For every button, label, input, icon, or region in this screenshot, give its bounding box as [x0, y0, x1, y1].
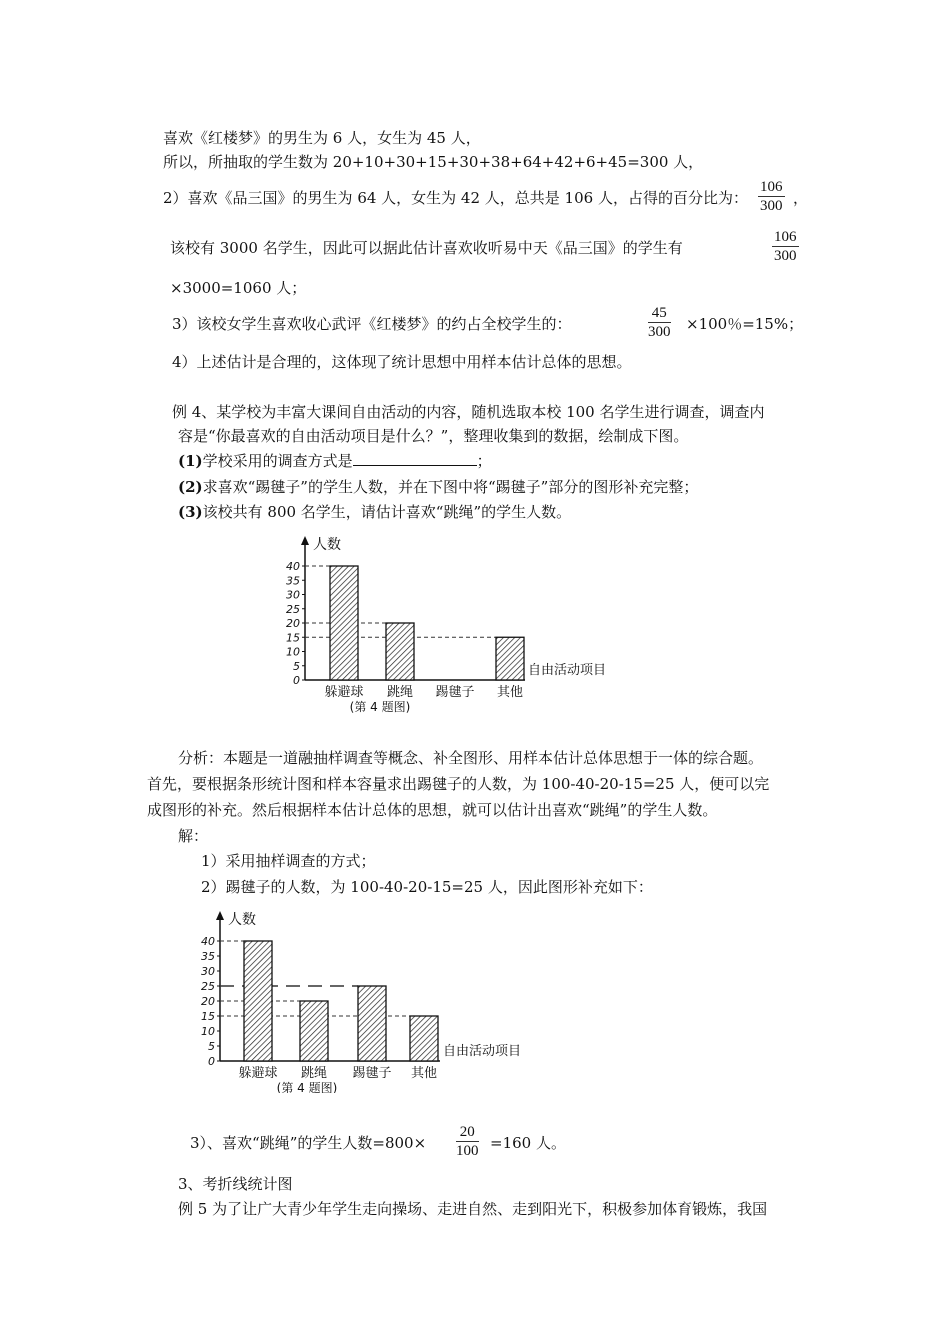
text-line: 首先，要根据条形统计图和样本容量求出踢毽子的人数，为 100-40-20-15=25 人，便可以完 [147, 775, 770, 793]
question-number: (2) [178, 478, 203, 496]
y-tick-label: 35 [201, 950, 215, 963]
text-line: 容是“你最喜欢的自由活动项目是什么？”，整理收集到的数据，绘制成下图。 [178, 427, 689, 445]
fraction [456, 1123, 479, 1160]
category-label: 踢毽子 [435, 685, 475, 700]
y-axis-label: 人数 [313, 537, 341, 553]
y-tick-label: 10 [201, 1025, 215, 1038]
text-line: ×3000=1060 人； [170, 279, 307, 297]
y-tick-label: 20 [286, 617, 300, 630]
y-tick-label: 15 [201, 1010, 215, 1023]
numerator: 45 [648, 304, 671, 323]
y-tick-label: 0 [208, 1055, 215, 1068]
numerator: 106 [774, 229, 797, 245]
text-line: 喜欢《红楼梦》的男生为 6 人，女生为 45 人， [163, 129, 481, 147]
text-line: 解： [178, 827, 209, 845]
fraction [648, 304, 671, 341]
y-tick-label: 15 [286, 631, 300, 645]
question-text: 求喜欢“踢毽子”的学生人数，并在下图中将“踢毽子”部分的图形补充完整； [202, 478, 699, 496]
bar-其他 [410, 1016, 438, 1061]
y-tick-label: 30 [201, 965, 215, 978]
y-tick-label: 0 [293, 674, 300, 687]
y-axis-arrow [301, 536, 309, 545]
text-line: 2）踢毽子的人数，为 100-40-20-15=25 人，因此图形补充如下： [201, 878, 653, 896]
question-1 [178, 451, 492, 471]
y-axis-label: 人数 [228, 912, 256, 928]
figure-caption: (第 4 题图) [276, 1081, 338, 1093]
y-tick-label: 25 [201, 980, 215, 993]
y-tick-label: 40 [286, 560, 300, 573]
category-label: 跳绳 [386, 685, 414, 700]
text-line: 3、考折线统计图 [178, 1175, 293, 1193]
text-line: 分析：本题是一道融抽样调查等概念、补全图形、用样本估计总体思想于一体的综合题。 [178, 749, 764, 767]
category-label: 踢毽子 [352, 1066, 392, 1081]
y-tick-label: 20 [201, 995, 215, 1008]
question-3 [178, 502, 571, 522]
bar-跳绳 [386, 623, 414, 680]
denominator: 300 [648, 324, 671, 340]
text-line: 2）喜欢《品三国》的男生为 64 人，女生为 42 人，总共是 106 人，占得的百分比为： [163, 189, 748, 207]
answer-blank [353, 451, 477, 466]
text-line: 3）、喜欢“跳绳”的学生人数=800× [190, 1134, 427, 1152]
y-tick-label: 10 [286, 645, 300, 659]
y-tick-label: 25 [286, 602, 300, 616]
category-label: 跳绳 [300, 1066, 328, 1081]
question-end: ； [476, 452, 492, 470]
category-label: 躲避球 [238, 1066, 278, 1081]
bar-chart-original [285, 533, 625, 718]
text-line: 1）采用抽样调查的方式； [201, 852, 376, 870]
y-tick-label: 35 [286, 574, 300, 588]
y-axis-arrow [216, 911, 224, 920]
text-line: ， [793, 189, 809, 207]
text-line: 例 5 为了让广大青少年学生走向操场、走进自然、走到阳光下，积极参加体育锻炼，我国 [178, 1200, 768, 1218]
bar-躲避球 [330, 566, 358, 680]
question-text: 该校共有 800 名学生，请估计喜欢“跳绳”的学生人数。 [202, 503, 572, 521]
text-line: 所以，所抽取的学生数为 20+10+30+15+30+38+64+42+6+45=300 人， [163, 153, 704, 171]
question-2 [178, 477, 698, 497]
bar-跳绳 [300, 1001, 328, 1061]
bar-踢毽子 [358, 986, 386, 1061]
x-axis-label: 自由活动项目 [443, 1044, 522, 1059]
text-line: 4）上述估计是合理的，这体现了统计思想中用样本估计总体的思想。 [172, 353, 632, 371]
text-line: 该校有 3000 名学生，因此可以据此估计喜欢收听易中天《品三国》的学生有 [170, 239, 683, 257]
question-number: (1) [178, 452, 203, 470]
y-tick-label: 5 [208, 1040, 215, 1053]
text-line: ×100％=15%； [686, 315, 804, 333]
text-line: 例 4、某学校为丰富大课间自由活动的内容，随机选取本校 100 名学生进行调查，调查内 [172, 403, 765, 421]
category-label: 其他 [410, 1066, 438, 1081]
question-text: 学校采用的调查方式是 [202, 452, 353, 470]
y-tick-label: 5 [293, 659, 300, 673]
numerator: 106 [760, 179, 783, 195]
bar-其他 [496, 637, 524, 680]
category-label: 其他 [496, 685, 524, 700]
denominator: 100 [456, 1143, 479, 1159]
y-tick-label: 40 [201, 935, 215, 948]
text-line: =160 人。 [490, 1134, 566, 1152]
denominator: 300 [760, 198, 783, 214]
y-tick-label: 30 [286, 588, 300, 602]
figure-caption: (第 4 题图) [349, 700, 411, 714]
numerator: 20 [456, 1123, 479, 1142]
text-line: 3）该校女学生喜欢收心武评《红楼梦》的约占全校学生的： [172, 315, 572, 333]
text-line: 成图形的补充。然后根据样本估计总体的思想，就可以估计出喜欢“跳绳”的学生人数。 [147, 801, 718, 819]
fraction [758, 178, 785, 215]
x-axis-label: 自由活动项目 [528, 663, 607, 678]
category-label: 躲避球 [324, 685, 364, 700]
fraction [772, 228, 799, 265]
denominator: 300 [774, 248, 797, 264]
bar-躲避球 [244, 941, 272, 1061]
question-number: (3) [178, 503, 203, 521]
bar-chart-completed [200, 908, 535, 1093]
